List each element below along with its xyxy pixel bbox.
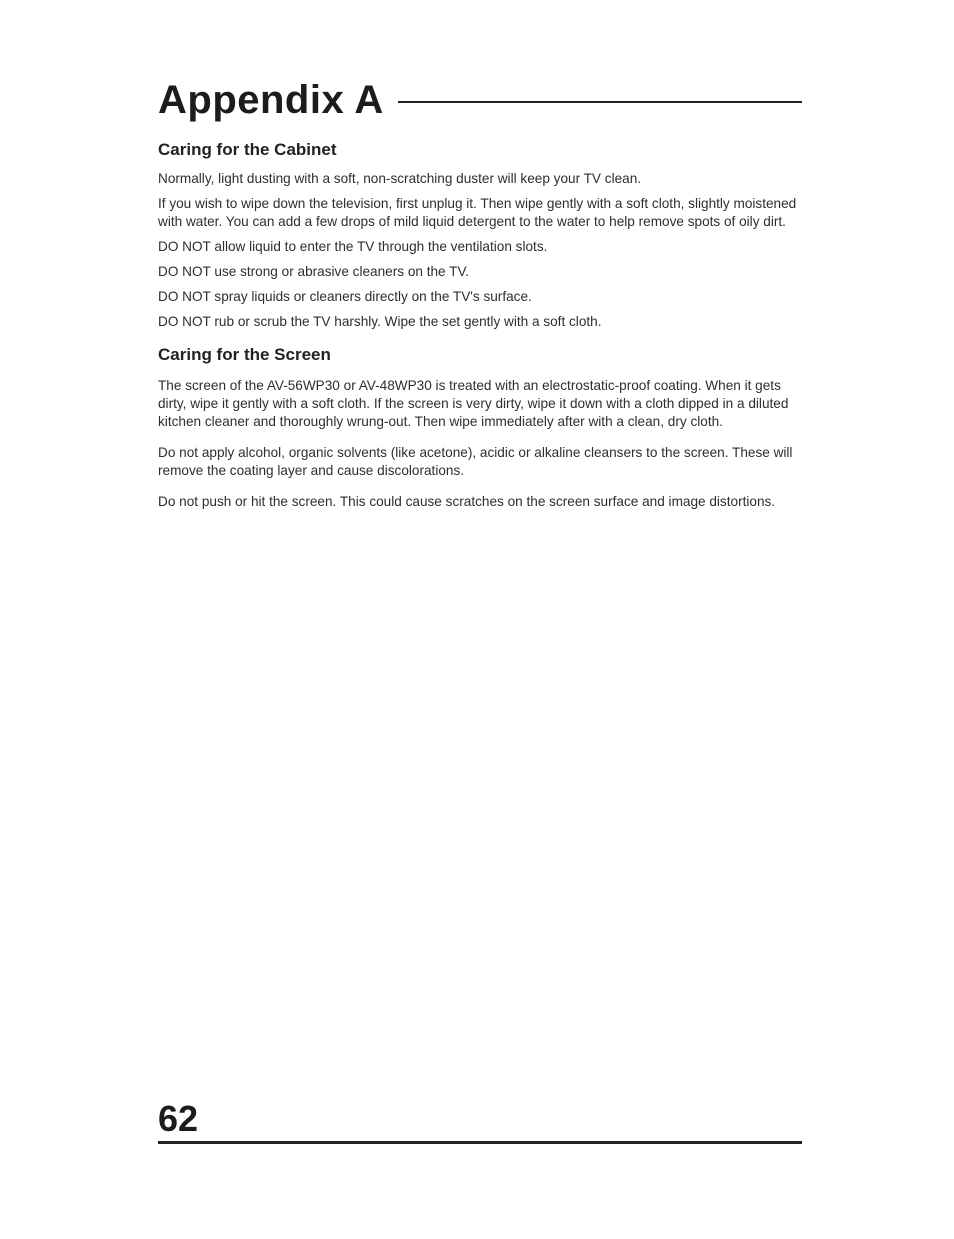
paragraph: DO NOT spray liquids or cleaners directly on the TV's surface.	[158, 289, 532, 304]
paragraph: If you wish to wipe down the television, first unplug it. Then wipe gently with a soft cloth, slightly moistened with water. You can add a few drops of mild liquid detergent to the water to help remove spots of oily dirt.	[158, 196, 797, 229]
section-caring-cabinet	[158, 140, 800, 331]
section-caring-screen	[158, 345, 800, 511]
page-title: Appendix A	[158, 77, 384, 122]
page-header	[158, 74, 802, 126]
paragraph: DO NOT use strong or abrasive cleaners on the TV.	[158, 264, 470, 279]
page-content	[158, 140, 800, 524]
page-footer	[158, 1100, 802, 1144]
paragraph: Do not push or hit the screen. This could cause scratches on the screen surface and image distortions.	[158, 494, 776, 509]
title-divider	[398, 101, 802, 103]
paragraph: DO NOT allow liquid to enter the TV through the ventilation slots.	[158, 239, 548, 254]
paragraph: Normally, light dusting with a soft, non-scratching duster will keep your TV clean.	[158, 171, 642, 186]
footer-divider	[158, 1141, 802, 1144]
page-number: 62	[158, 1098, 199, 1139]
paragraph: Do not apply alcohol, organic solvents (like acetone), acidic or alkaline cleansers to the screen. These will remove the coating layer and cause discolorations.	[158, 445, 793, 478]
section-heading: Caring for the Screen	[158, 345, 331, 364]
paragraph: The screen of the AV-56WP30 or AV-48WP30 is treated with an electrostatic-proof coating. When it gets dirty, wipe it gently with a soft cloth. If the screen is very dirty, wipe it down with a cloth dipped in a diluted kitchen cleaner and thoroughly wrung-out. Then wipe immediately after with a clean, dry cloth.	[158, 378, 789, 429]
section-heading: Caring for the Cabinet	[158, 140, 337, 159]
paragraph: DO NOT rub or scrub the TV harshly. Wipe the set gently with a soft cloth.	[158, 314, 602, 329]
